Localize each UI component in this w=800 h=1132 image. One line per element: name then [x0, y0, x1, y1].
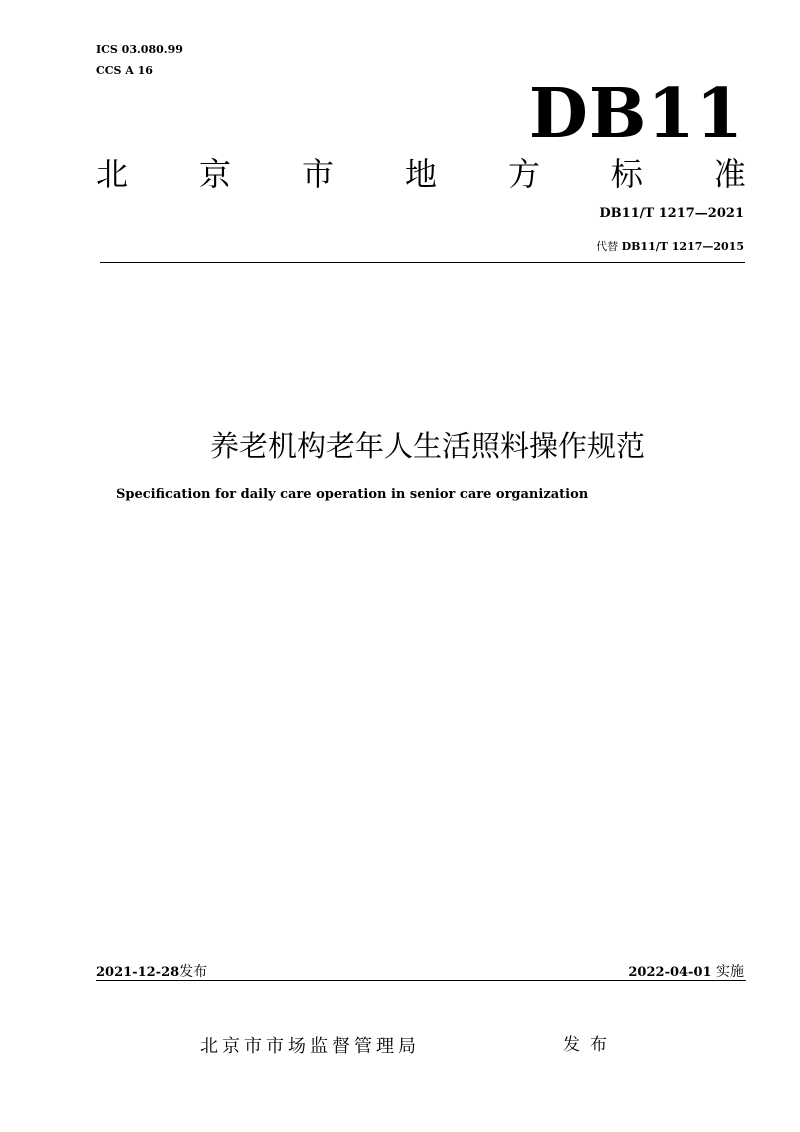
implement-date-line: [628, 961, 744, 981]
replaces-number: DB11/T 1217—2015: [621, 240, 744, 253]
replaces-label: 代替: [596, 240, 619, 253]
footer-divider: [96, 980, 746, 981]
implement-label: 实施: [716, 964, 744, 980]
standard-type-char: 方: [507, 155, 540, 193]
standard-type-char: 京: [198, 155, 231, 193]
standard-type-char: 地: [404, 155, 437, 193]
issuing-authority: 北京市市场监督管理局: [200, 1036, 420, 1057]
standard-type-char: 标: [610, 155, 643, 193]
document-title-chinese: 养老机构老年人生活照料操作规范: [209, 429, 645, 463]
standard-type-char: 北: [96, 155, 129, 193]
publish-date-line: [96, 961, 207, 981]
db-code-logo: DB11: [528, 74, 744, 154]
document-title-english: Specification for daily care operation in senior care organization: [116, 487, 589, 502]
replaces-line: [596, 238, 744, 254]
standard-type-char: 准: [713, 155, 746, 193]
publish-label: 发布: [179, 964, 208, 980]
publish-date: 2021-12-28: [96, 965, 180, 980]
issue-label: 发布: [563, 1035, 617, 1055]
standard-type-title: [96, 155, 746, 193]
implement-date: 2022-04-01: [628, 965, 712, 980]
standard-number: DB11/T 1217—2021: [599, 206, 744, 221]
ccs-code: CCS A 16: [96, 64, 153, 77]
standard-type-char: 市: [301, 155, 334, 193]
header-divider: [100, 262, 745, 263]
ics-code: ICS 03.080.99: [96, 43, 183, 56]
